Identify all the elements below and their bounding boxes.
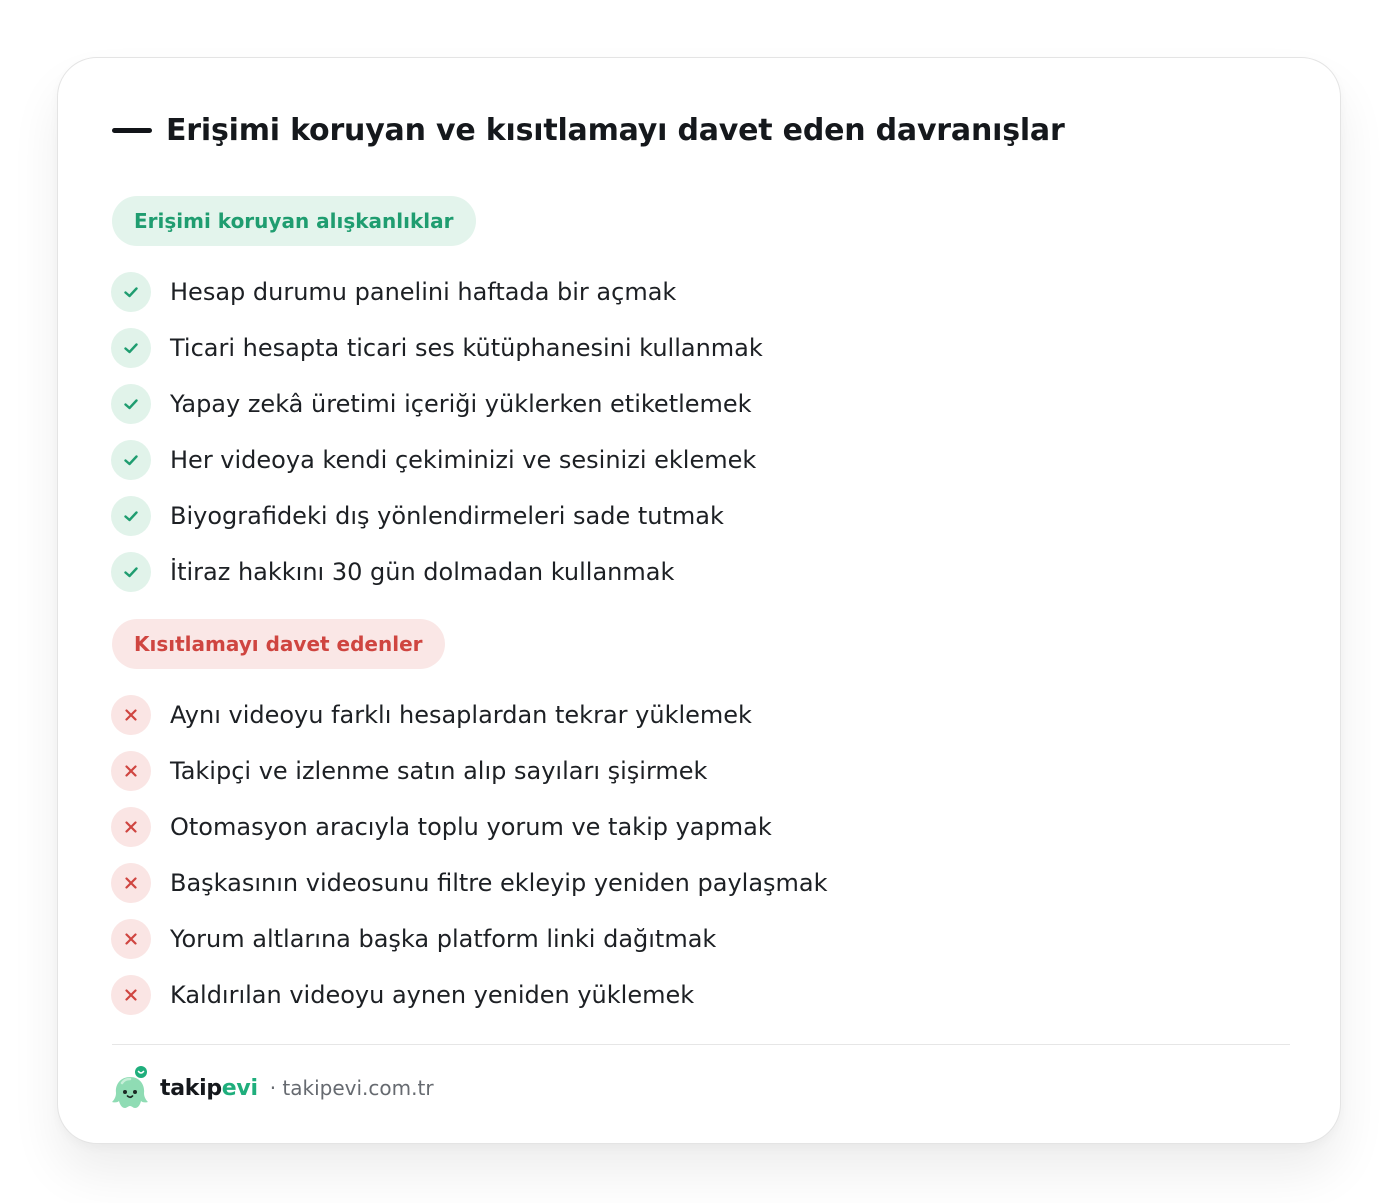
bad-list-item	[111, 855, 828, 911]
good-section-label: Erişimi koruyan alışkanlıklar	[112, 196, 476, 246]
good-item-text: İtiraz hakkını 30 gün dolmadan kullanmak	[170, 558, 675, 586]
bad-item-text: Takipçi ve izlenme satın alıp sayıları şişirmek	[170, 757, 708, 785]
cross-icon	[111, 751, 151, 791]
good-list-item	[111, 320, 763, 376]
brand-main: takip	[160, 1075, 222, 1101]
bad-habits-list	[111, 687, 828, 1023]
good-list-item	[111, 264, 763, 320]
bad-item-text: Otomasyon aracıyla toplu yorum ve takip yapmak	[170, 813, 772, 841]
behaviors-card	[57, 57, 1341, 1144]
footer-divider	[112, 1044, 1290, 1045]
bad-section-label: Kısıtlamayı davet edenler	[112, 619, 445, 669]
good-list-item	[111, 432, 763, 488]
brand-name	[160, 1076, 258, 1101]
good-item-text: Hesap durumu panelini haftada bir açmak	[170, 278, 677, 306]
bad-list-item	[111, 743, 828, 799]
good-list-item	[111, 488, 763, 544]
page-title: Erişimi koruyan ve kısıtlamayı davet eden davranışlar	[166, 112, 1065, 148]
brand-accent: evi	[221, 1075, 258, 1101]
good-item-text: Ticari hesapta ticari ses kütüphanesini kullanmak	[170, 334, 763, 362]
cross-icon	[111, 919, 151, 959]
bad-list-item	[111, 911, 828, 967]
title-dash	[112, 128, 152, 133]
check-icon	[111, 272, 151, 312]
good-habits-list	[111, 264, 763, 600]
bad-item-text: Aynı videoyu farklı hesaplardan tekrar yüklemek	[170, 701, 752, 729]
check-icon	[111, 496, 151, 536]
bad-item-text: Yorum altlarına başka platform linki dağıtmak	[170, 925, 717, 953]
bad-item-text: Başkasının videosunu filtre ekleyip yeniden paylaşmak	[170, 869, 828, 897]
title-row	[112, 110, 1065, 150]
good-item-text: Biyografideki dış yönlendirmeleri sade tutmak	[170, 502, 724, 530]
check-icon	[111, 328, 151, 368]
check-icon	[111, 440, 151, 480]
footer	[110, 1065, 434, 1111]
cross-icon	[111, 695, 151, 735]
bad-list-item	[111, 967, 828, 1023]
cross-icon	[111, 807, 151, 847]
good-list-item	[111, 376, 763, 432]
bad-list-item	[111, 799, 828, 855]
cross-icon	[111, 863, 151, 903]
site-url: · takipevi.com.tr	[269, 1076, 434, 1100]
cross-icon	[111, 975, 151, 1015]
good-item-text: Her videoya kendi çekiminizi ve sesinizi eklemek	[170, 446, 757, 474]
check-icon	[111, 552, 151, 592]
mascot-logo-icon	[110, 1065, 150, 1111]
good-item-text: Yapay zekâ üretimi içeriği yüklerken etiketlemek	[170, 390, 752, 418]
bad-list-item	[111, 687, 828, 743]
good-list-item	[111, 544, 763, 600]
bad-item-text: Kaldırılan videoyu aynen yeniden yüklemek	[170, 981, 695, 1009]
check-icon	[111, 384, 151, 424]
